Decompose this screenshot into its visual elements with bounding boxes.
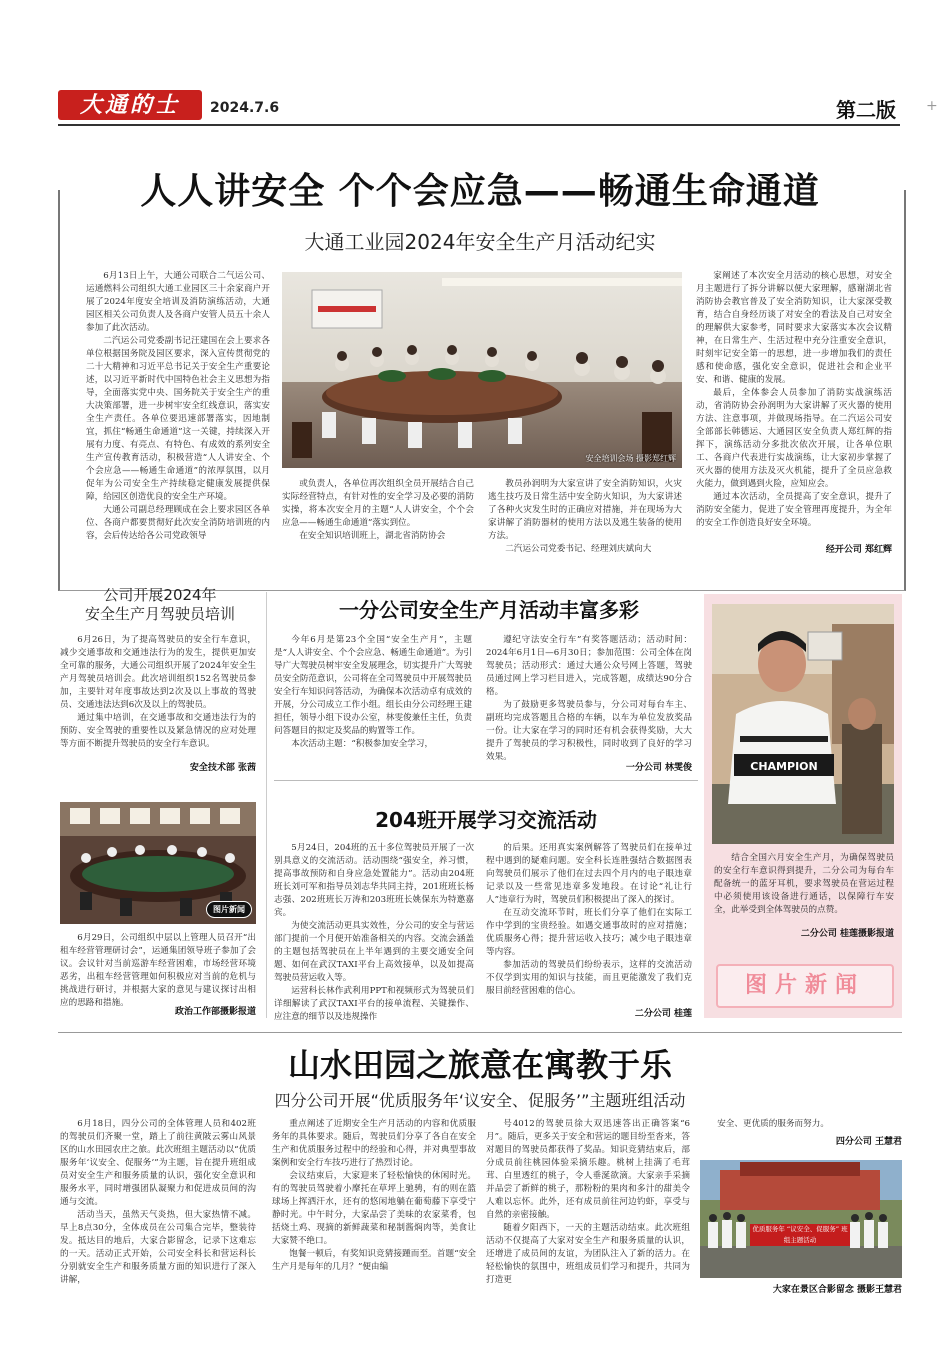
article6-title: 山水田园之旅意在寓教于乐 — [287, 1046, 672, 1084]
article4-caption — [60, 932, 256, 1010]
paragraph: 6月29日，公司组织中层以上管理人员召开“出租车经营管理研讨会”，运通集团领导班子参加了会议。会议针对当前巡游车经营困难，市场经营环境恶劣，出租车经营管理如何积极应对当前的危机与挑战进行研讨，并根据大家的意见与建议探讨出相应的思路和措施。 — [60, 933, 256, 1008]
paragraph: 在互动交流环节时，班长们分享了他们在实际工作中学到的宝贵经验。如遇交通事故时的应对措施；优质服务心得；提升营运收入技巧；减少电子眼违章等内容。 — [486, 908, 692, 957]
article1-subtitle: 大通工业园2024年安全生产月活动纪实 — [304, 230, 656, 254]
crosshair-mark: + — [926, 98, 938, 114]
masthead-logo: 大通的士 — [58, 90, 202, 120]
article6-byline: 四分公司 王慧君 — [835, 1137, 902, 1147]
article4-byline: 政治工作部摄影报道 — [174, 1007, 256, 1017]
driver-earphone-image — [712, 604, 894, 844]
paragraph: 参加活动的驾驶员们纷纷表示，这样的交流活动不仅学到实用的知识与技能，而且更能激发了我们克服目前经营困难的信心。 — [486, 960, 692, 996]
paragraph: 会议结束后，大家迎来了轻松愉快的休闲时光。有的驾驶员驾驶着小摩托在草坪上驰骋，有的则在篮球场上挥洒汗水，还有的悠闲地躺在葡萄藤下享受宁静时光。中午时分，大家品尝了美味的农家菜肴，包括烧土鸡、现摘的新鲜蔬菜和秘制酱焖肉等，美食让大家赞不绝口。 — [272, 1171, 476, 1246]
paragraph: 饱餐一顿后，有奖知识竞猜接踵而至。首题“安全生产月是每年的几月？”便由编 — [272, 1249, 476, 1272]
article6-photo-caption: 大家在景区合影留念 摄影王慧君 — [772, 1285, 902, 1295]
article1-byline: 经开公司 郑红辉 — [825, 545, 892, 555]
article4-photo — [60, 802, 256, 924]
paragraph: 在安全知识培训班上，湖北省消防协会 — [299, 531, 446, 541]
masthead-date: 2024.7.6 — [210, 100, 280, 116]
paragraph: 号4012的驾驶员徐大双迅速答出正确答案“6月”。随后，更多关于安全和营运的题目纷至沓来，答对题目的驾驶员都获得了奖品。知识竞猜结束后，部分成员前往桃园体验采摘乐趣。桃树上挂满了毛茸茸、白里透红的桃子，令人垂涎欲滴。大家亲手采摘并品尝了新鲜的桃子，那粉粉的果肉和多汁的甜美令人难以忘怀。此外，还有成员前往河边钓虾，享受与自然的亲密接触。 — [486, 1119, 690, 1220]
section-rule — [58, 1032, 902, 1033]
photo-news-side-caption — [714, 852, 894, 917]
paragraph: 6月26日，为了提高驾驶员的安全行车意识，减少交通事故和交通违法行为的发生，提供更加安全可靠的服务，大通公司组织开展了2024年安全生产月驾驶员培训会。此次培训组织152名驾驶员参加，主要针对年度事故达到2次及以上事故的驾驶员、交通违法达到6次及以上的驾驶员。 — [60, 635, 256, 710]
article6-col4 — [700, 1118, 902, 1131]
paragraph: 的后果。还用真实案例解答了驾驶员们在接单过程中遇到的疑难问题。安全科长连胜强结合数据图表向驾驶员们展示了他们在过去四个月内的电子眼违章记录以及一些常见违章多发地段。在讨论“礼让行人”违章行为时，驾驶员们积极提出了深入的探讨。 — [486, 843, 692, 905]
photo-news-banner: 图片新闻 — [716, 964, 894, 1008]
article1-col3 — [488, 478, 682, 556]
article5-byline: 二分公司 桂莲 — [634, 1009, 692, 1019]
meeting-room-image — [282, 272, 682, 468]
paragraph: 运营科长林作武利用PPT和视频形式为驾驶员们详细解读了武汉TAXI平台的接单流程、关键操作、应注意的细节以及违规操作 — [274, 986, 474, 1022]
paragraph: 为使交流活动更具实效性，分公司的安全与营运部门提前一个月便开始准备相关的内容。交流会涵盖的主题包括驾驶员在上半年遇到的主要交通安全问题、如何在武汉TAXI平台上高效接单，以及如提高驾驶员营运收入等。 — [274, 921, 474, 983]
article6-photo — [700, 1160, 902, 1278]
article1-col2 — [282, 478, 474, 543]
paragraph: 重点阐述了近期安全生产月活动的内容和优质服务年的具体要求。随后，驾驶员们分享了各自在安全生产和优质服务过程中的经验和心得，并对典型事故案例和安全行车技巧进行了热烈讨论。 — [272, 1119, 476, 1168]
paragraph: 最后，全体参会人员参加了消防实战演练活动，省消防协会孙润明为大家讲解了灭火器的使用方法、注意事项，并做现场指导。在二汽运公司安全部部长韩德运、大通园区安全负责人郑红辉的指挥下，演练活动分多批次依次开展，让各单位职工、各商户代表进行实战演练，让大家初步掌握了灭火器的使用方法及灭火机能，提升了全员应急救火能力，做到遇到火险，应知应会。 — [696, 388, 892, 489]
paragraph: 二汽运公司党委书记、经理刘庆斌向大 — [505, 544, 652, 554]
article6-col1 — [60, 1118, 256, 1287]
group-photo-image — [700, 1160, 902, 1278]
article4-photo-badge: 图片新闻 — [206, 901, 252, 918]
article5-col1 — [274, 842, 474, 1024]
article5-title: 204班开展学习交流活动 — [375, 808, 597, 832]
article3-col2 — [486, 634, 692, 764]
paragraph: 活动当天，虽然天气炎热，但大家热情不减。早上8点30分，全体成员在公司集合完毕，整装待发。抵达目的地后，大家合影留念，记录下这难忘的一天。活动正式开始，公司安全科长和营运科长分别就安全生产和服务质量方面的知识进行了深入讲解， — [60, 1210, 256, 1285]
article3-byline: 一分公司 林雯俊 — [625, 763, 692, 773]
photo-news-side-photo — [712, 604, 894, 844]
paragraph: 二汽运公司党委副书记汪建国在会上要求各单位根据国务院及园区要求，深入宣传贯彻党的二十大精神和习近平总书记关于安全生产重要论述，以习近平新时代中国特色社会主义思想为指导，全面落实党中央、国务院关于安全生产的重大决策部署，进一步树牢安全红线意识，落实安全生产责任。各单位要迅速部署落实，因地制宜，抓住“畅通生命通道”这一关键，持续深入开展有力度、有亮点、有特色、有成效的系列安全生产宣传教育活动，积极营造“人人讲安全、个个会应急——畅通生命通道”的浓厚氛围，以月促年为公司安全生产持续稳定健康发展提供保障，给园区创造优良的安全生产环境。 — [86, 336, 270, 502]
paragraph: 通过本次活动，全员提高了安全意识，提升了消防安全能力，促进了安全管理再度提升，为全年的安全工作创造良好安全环境。 — [696, 492, 892, 528]
shirt-text: CHAMPION — [750, 760, 818, 773]
article3-title: 一分公司安全生产月活动丰富多彩 — [339, 598, 639, 622]
masthead-rule — [58, 124, 900, 126]
paragraph: 结合全国六月安全生产月，为确保驾驶员的安全行车意识得到提升，二分公司为每台车配备统一的蓝牙耳机，要求驾驶员在营运过程中必须使用该设备进行通话，以保障行车安全，此举受到全体驾驶员的点赞。 — [714, 853, 894, 915]
article1-photo — [282, 272, 682, 468]
paragraph: 遵纪守法安全行车”有奖答题活动；活动时间：2024年6月1日—6月30日；参加范围：公司全体在岗驾驶员；活动形式：通过大通公众号网上答题，驾驶员通过网上学习栏目进入，完成答题，成绩达90分合格。 — [486, 635, 692, 697]
paragraph: 或负责人，各单位再次组织全员开展结合自己实际经营特点，有针对性的安全学习及必要的消防实操，将本次安全月的主题“人人讲安全，个个会应急——畅通生命通道”落实到位。 — [282, 479, 474, 528]
column-divider — [266, 592, 267, 1018]
article1-photo-caption: 安全培训会场 摄影郑红辉 — [585, 454, 676, 463]
paragraph: 5月24日，204班的五十多位驾驶员开展了一次别具意义的交流活动。活动围绕“强安全，养习惯，提高事故预防和自身应急处置能力”。活动由204班班长刘可军和指导员刘志华共同主持，201班班长杨志强、202班班长万涛和203班班长姚保东为特邀嘉宾。 — [274, 843, 474, 918]
masthead — [50, 88, 900, 128]
article1-title: 人人讲安全 个个会应急——畅通生命通道 — [60, 168, 900, 216]
article5-col2 — [486, 842, 692, 998]
article2-byline: 安全技术部 张茜 — [189, 763, 256, 773]
article1-col1 — [86, 270, 270, 543]
article2-title: 公司开展2024年 安全生产月驾驶员培训 — [84, 586, 235, 623]
article2-body — [60, 634, 256, 751]
paragraph: 通过集中培训，在交通事故和交通违法行为的预防、安全驾驶的重要性以及紧急情况的应对处理等方面不断提升驾驶员的安全行车意识。 — [60, 713, 256, 749]
article3-col1 — [274, 634, 472, 751]
paragraph: 安全、更优质的服务而努力。 — [717, 1119, 829, 1129]
paragraph: 大通公司副总经理顾成在会上要求园区各单位、各商户都要贯彻好此次安全消防培训班的内容，会后传达给各公司党政领导 — [86, 505, 270, 541]
paragraph: 为了鼓励更多驾驶员参与，分公司对每台车主、副班均完成答题且合格的车辆，以车为单位发放奖品一份。让大家在学习的同时还有机会获得奖励，大大提升了驾驶员的学习积极性，同时收到了良好的学习效果。 — [486, 700, 692, 762]
paragraph: 6月13日上午，大通公司联合二气运公司、运通燃料公司组织大通工业园区三十余家商户开展了2024年度安全培训及消防演练活动，大通园区相关公司负责人及各商户安管人员五十余人参加了此次活动。 — [86, 271, 270, 333]
paragraph: 本次活动主题：“积极参加安全学习， — [291, 739, 434, 749]
paragraph: 6月18日，四分公司的全体管理人员和402班的驾驶员们齐聚一堂，踏上了前往黄陂云雾山风景区的山水田园农庄之旅。此次班组主题活动以“优质服务年‘议安全、促服务’”为主题，旨在提升班组成员对安全生产和服务质量的认识，强化安全意识和服务水平，同时增强团队凝聚力和促进成员间的沟通与交流。 — [60, 1119, 256, 1207]
paragraph: 家阐述了本次安全月活动的核心思想，对安全月主题进行了拆分讲解以便大家理解，感谢湖北省消防协会教官普及了安全消防知识，让大家深受教育，结合自身经历谈了对安全的看法及自己对安全的理解供大家参考，同时要求大家落实本次会议精神，在日常生产、生活过程中充分注重安全意识，时刻牢记安全第一的思想，进一步增加我们的责任感和使命感，强化安全意识，促进社会和企业平安、和谐、健康的发展。 — [696, 271, 892, 385]
article6-col2 — [272, 1118, 476, 1274]
paragraph: 随着夕阳西下，一天的主题活动结束。此次班组活动不仅提高了大家对安全生产和服务质量的认识，还增进了成员间的友谊，为团队注入了新的活力。在轻松愉快的氛围中，班组成员们学习和提升，共同为打造更 — [486, 1223, 690, 1285]
edition-label: 第二版 — [836, 98, 896, 122]
article6-banner: 优质服务年 “议安全、促服务” 班组主题活动 — [750, 1224, 850, 1246]
article1-col4 — [696, 270, 892, 530]
section-rule — [274, 780, 698, 781]
article6-subtitle: 四分公司开展“优质服务年‘议安全、促服务’”主题班组活动 — [274, 1091, 686, 1110]
photo-news-side-byline: 二分公司 桂莲摄影报道 — [800, 929, 894, 939]
paragraph: 教员孙润明为大家宣讲了安全消防知识，火灾逃生技巧及日常生活中安全防火知识，为大家讲述了各种火灾发生时的正确应对措施，并在现场为大家讲解了消防器材的使用方法以及逃生装备的使用方法。 — [488, 479, 682, 541]
paragraph: 今年6月是第23个全国“安全生产月”，主题是“人人讲安全、个个会应急、畅通生命通道”。为引导广大驾驶员树牢安全发展理念，切实提升广大驾驶员安全防范意识，公司将在全司驾驶员中开展驾驶员安全行车知识问答活动，为确保本次活动卓有成效的开展，分公司成立工作小组。组长由分公司经理王建担任，领导小组下设办公室，林雯俊兼任主任，负责问答题目的拟定及奖品的购置等工作。 — [274, 635, 472, 736]
article6-col3 — [486, 1118, 690, 1287]
